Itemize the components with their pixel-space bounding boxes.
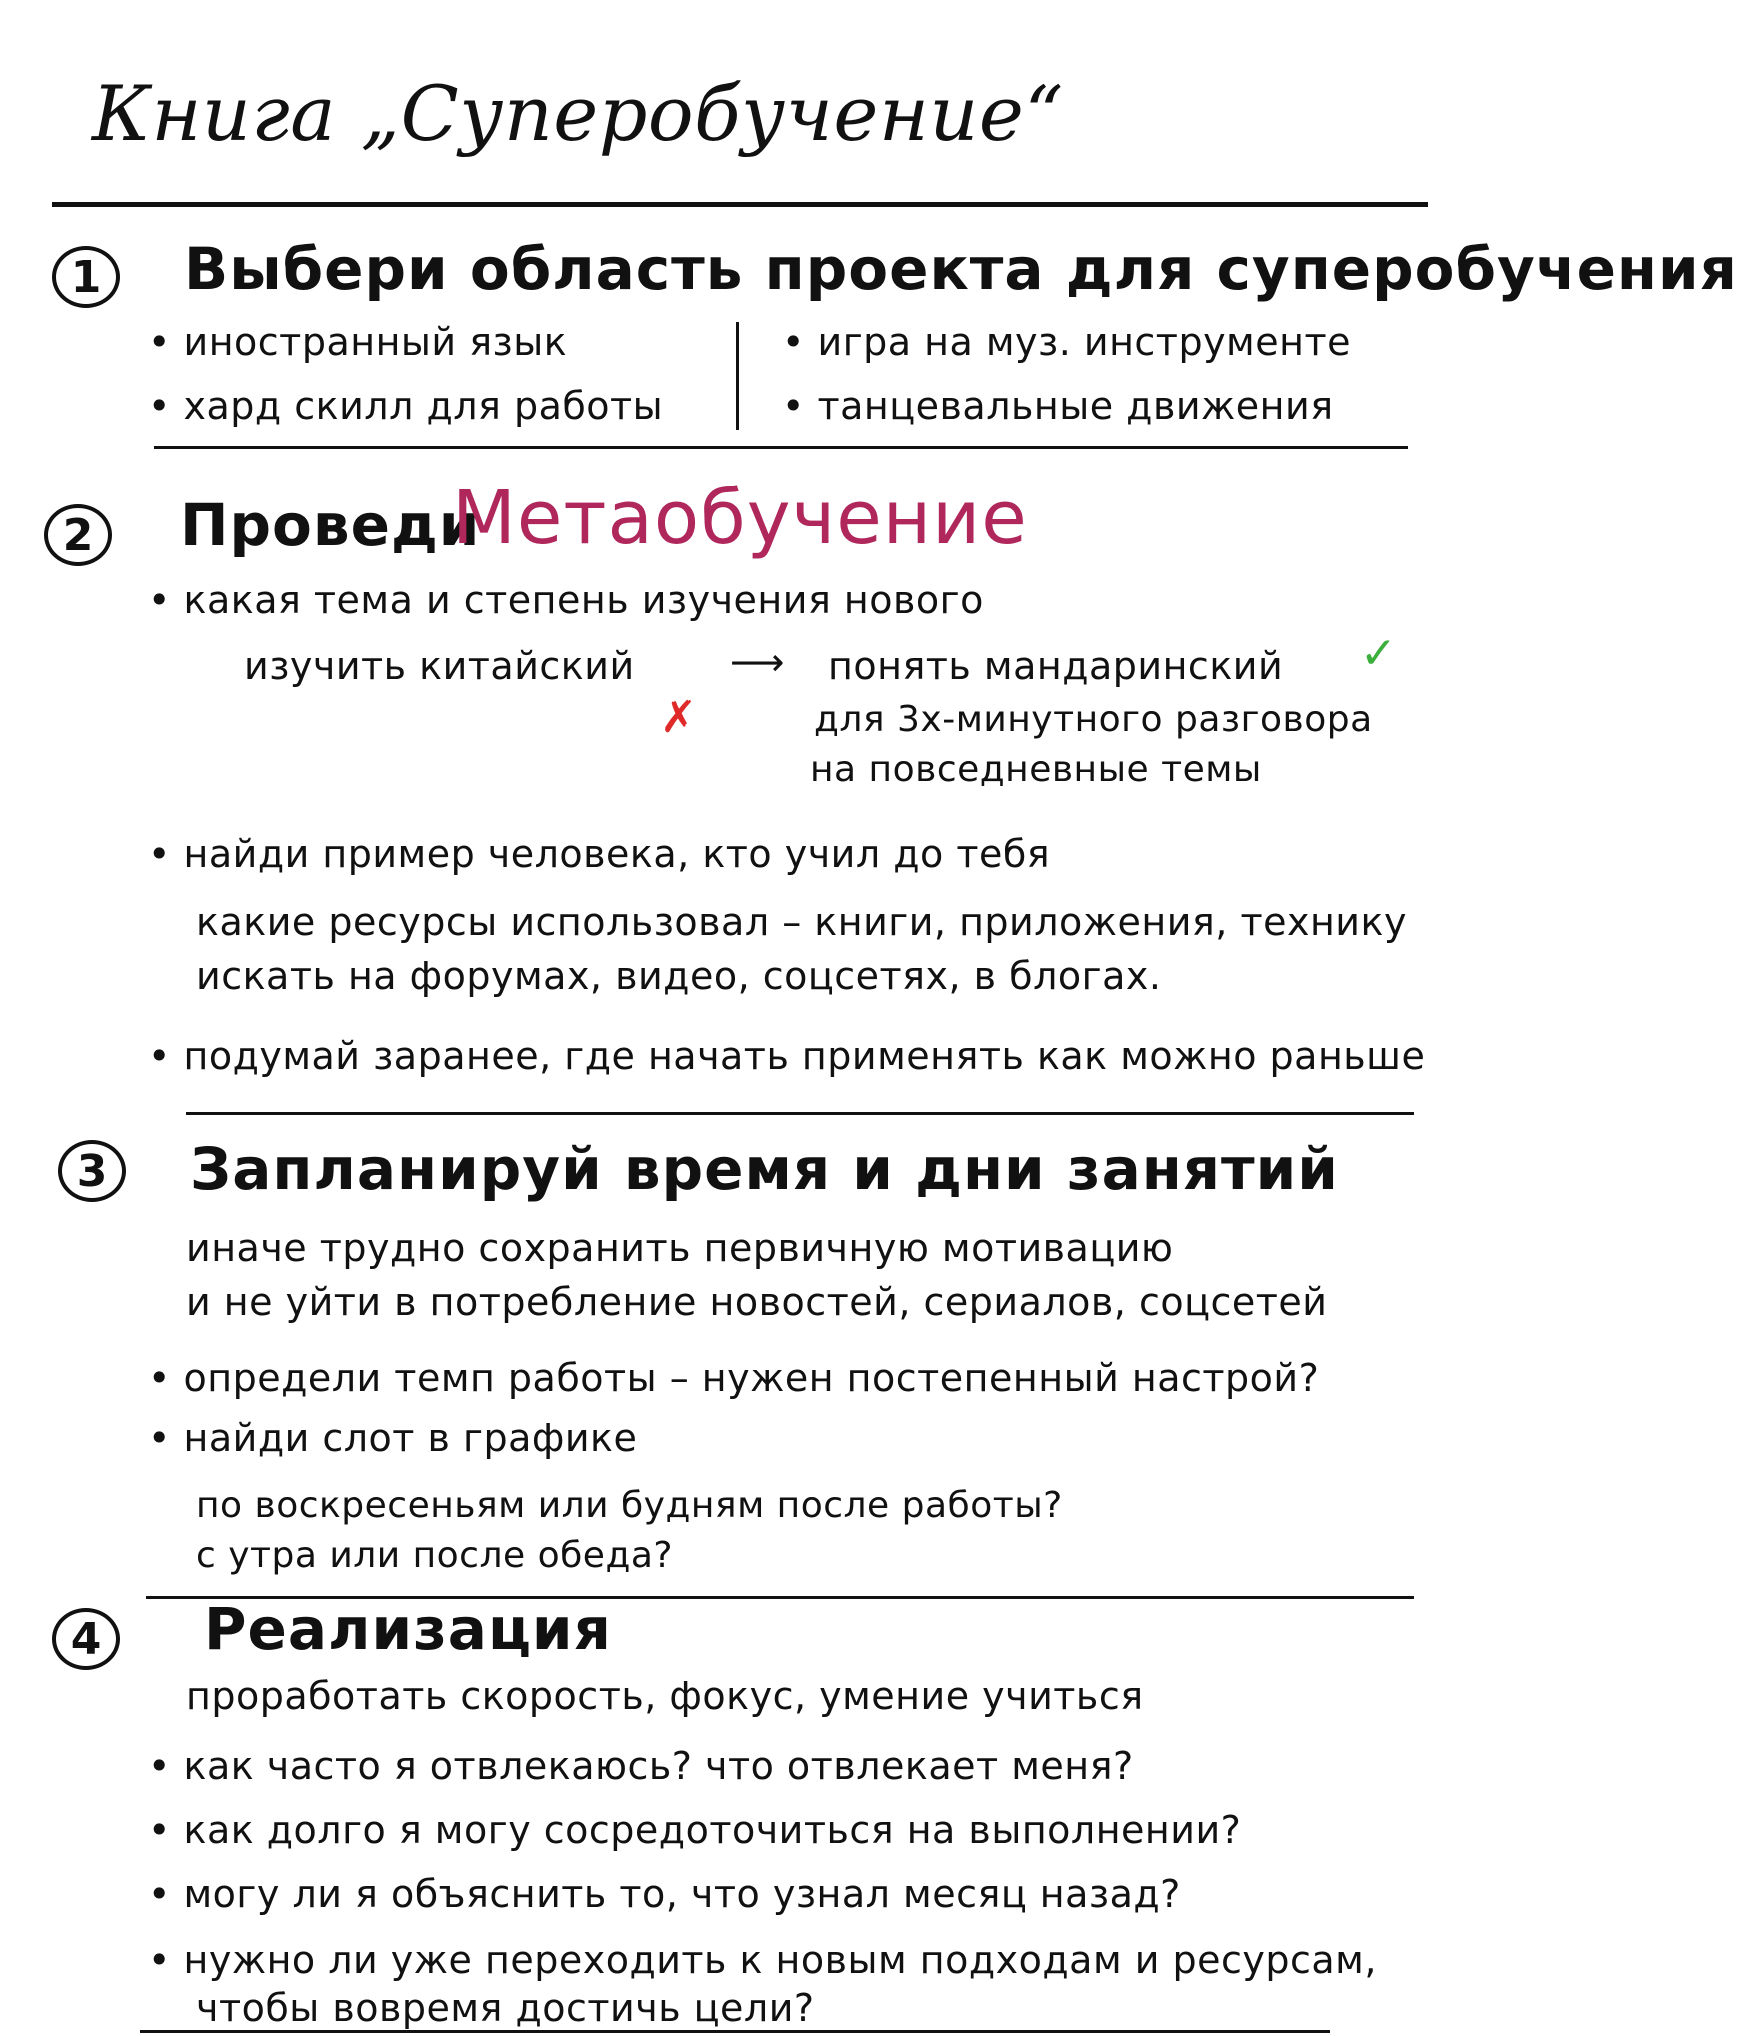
section-3-text: и не уйти в потребление новостей, сериалов, соцсетей: [186, 1280, 1328, 1324]
section-4-text: чтобы вовремя достичь цели?: [196, 1986, 815, 2030]
check-icon: ✓: [1360, 628, 1397, 679]
title-underline: [52, 202, 1428, 207]
section-2-bullet: • какая тема и степень изучения нового: [148, 580, 984, 622]
section-4-text: проработать скорость, фокус, умение учиться: [186, 1674, 1144, 1718]
section-4-bullet: • как часто я отвлекаюсь? что отвлекает меня?: [148, 1746, 1134, 1788]
example-detail: для 3х-минутного разговора: [814, 699, 1373, 740]
section-1-item: • хард скилл для работы: [148, 386, 663, 428]
section-1-item: • иностранный язык: [148, 322, 567, 364]
section-3-heading: Запланируй время и дни занятий: [190, 1135, 1339, 1203]
section-3-bullet: • найди слот в графике: [148, 1418, 637, 1460]
section-1-number: 1: [52, 246, 120, 308]
section-2-bullet: • найди пример человека, кто учил до тебя: [148, 834, 1050, 876]
section-3-subitem: по воскресеньям или будням после работы?: [196, 1485, 1063, 1526]
section-4-bullet: • как долго я могу сосредоточиться на выполнении?: [148, 1810, 1241, 1852]
section-1-heading: Выбери область проекта для суперобучения: [184, 235, 1738, 303]
example-detail: на повседневные темы: [810, 749, 1262, 790]
section-3-number: 3: [58, 1140, 126, 1202]
cross-icon: ✗: [660, 692, 697, 743]
section-2-text: искать на форумах, видео, соцсетях, в блогах.: [196, 954, 1162, 998]
section-4-heading: Реализация: [204, 1595, 612, 1663]
section-4-underline: [140, 2030, 1330, 2033]
section-3-bullet: • определи темп работы – нужен постепенный настрой?: [148, 1358, 1319, 1400]
section-4-bullet: • нужно ли уже переходить к новым подходам и ресурсам,: [148, 1940, 1377, 1982]
section-2-divider: [186, 1112, 1414, 1115]
section-2-heading: Проведи: [180, 491, 481, 559]
section-3-subitem: с утра или после обеда?: [196, 1535, 674, 1576]
section-4-bullet: • могу ли я объяснить то, что узнал месяц назад?: [148, 1874, 1181, 1916]
example-right-goal: понять мандаринский: [828, 644, 1284, 688]
section-1-item: • игра на муз. инструменте: [782, 322, 1351, 364]
page-title: Книга „Суперобучение“: [92, 69, 1064, 158]
section-1-item: • танцевальные движения: [782, 386, 1334, 428]
section-2-heading-accent: Метаобучение: [452, 475, 1028, 561]
section-2-bullet: • подумай заранее, где начать применять как можно раньше: [148, 1036, 1425, 1078]
section-3-text: иначе трудно сохранить первичную мотивацию: [186, 1226, 1174, 1270]
example-wrong-goal: изучить китайский: [244, 644, 635, 688]
section-2-number: 2: [44, 504, 112, 566]
arrow-icon: ⟶: [730, 640, 785, 684]
section-1-column-divider: [736, 322, 739, 430]
section-1-divider: [154, 446, 1408, 449]
section-2-text: какие ресурсы использовал – книги, приложения, технику: [196, 900, 1407, 944]
section-4-number: 4: [52, 1608, 120, 1670]
